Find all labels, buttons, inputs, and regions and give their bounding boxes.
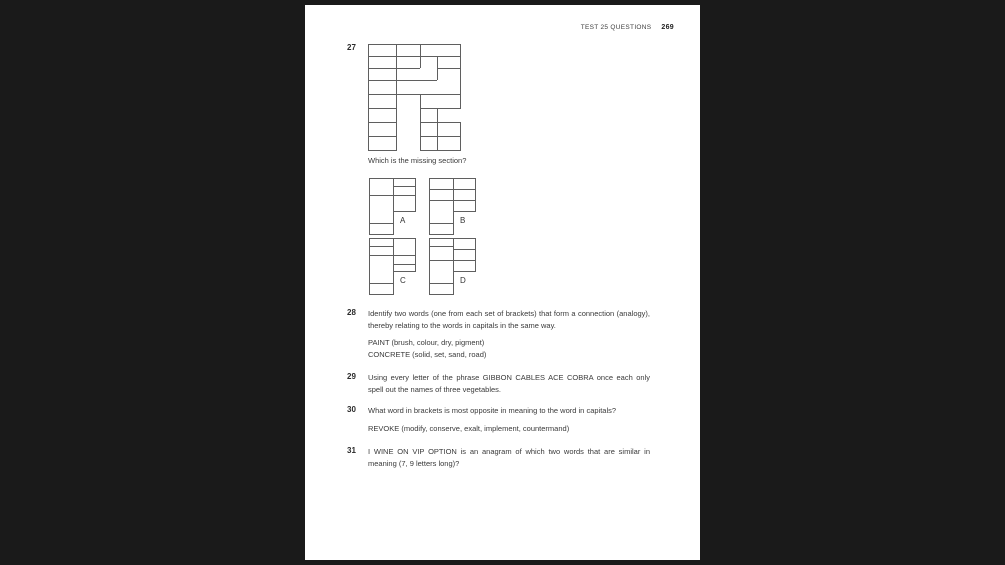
option-b-figure — [429, 178, 476, 235]
question-number: 29 — [347, 372, 356, 381]
question-detail-line: CONCRETE (solid, set, sand, road) — [368, 349, 487, 359]
question-text: Using every letter of the phrase GIBBON CABLES ACE COBRA once each only spell out the names of three vegetables. — [368, 373, 650, 394]
question-number: 27 — [347, 43, 356, 52]
question-number: 31 — [347, 446, 356, 455]
question-text: What word in brackets is most opposite in meaning to the word in capitals? — [368, 406, 617, 415]
option-label: B — [460, 216, 466, 225]
answer-option-c — [369, 238, 425, 295]
question-31 — [347, 446, 650, 469]
puzzle-grid-image — [368, 44, 462, 152]
option-c-figure — [369, 238, 416, 295]
document-page — [305, 5, 700, 560]
question-30 — [347, 405, 650, 434]
option-label: A — [400, 216, 406, 225]
answer-option-a — [369, 178, 425, 235]
question-28 — [347, 308, 650, 360]
option-label: D — [460, 276, 466, 285]
question-number: 30 — [347, 405, 356, 414]
question-text: Identify two words (one from each set of brackets) that form a connection (analogy), thereby relating to the words in capitals in the same way. — [368, 309, 650, 330]
question-text: I WINE ON VIP OPTION is an anagram of which two words that are similar in meaning (7, 9 letters long)? — [368, 447, 650, 468]
question-detail-line: REVOKE (modify, conserve, exalt, implement, countermand) — [368, 423, 570, 433]
puzzle-prompt: Which is the missing section? — [368, 156, 467, 165]
question-number: 28 — [347, 308, 356, 317]
option-label: C — [400, 276, 406, 285]
page-number: 269 — [661, 24, 674, 31]
answer-option-b — [429, 178, 485, 235]
page-header — [581, 24, 674, 31]
question-29 — [347, 372, 650, 395]
option-d-figure — [429, 238, 476, 295]
missing-section-puzzle-figure — [368, 44, 462, 152]
running-head: TEST 25 QUESTIONS — [580, 24, 652, 31]
question-detail-line: PAINT (brush, colour, dry, pigment) — [368, 338, 485, 347]
answer-option-d — [429, 238, 485, 295]
option-a-figure — [369, 178, 416, 235]
